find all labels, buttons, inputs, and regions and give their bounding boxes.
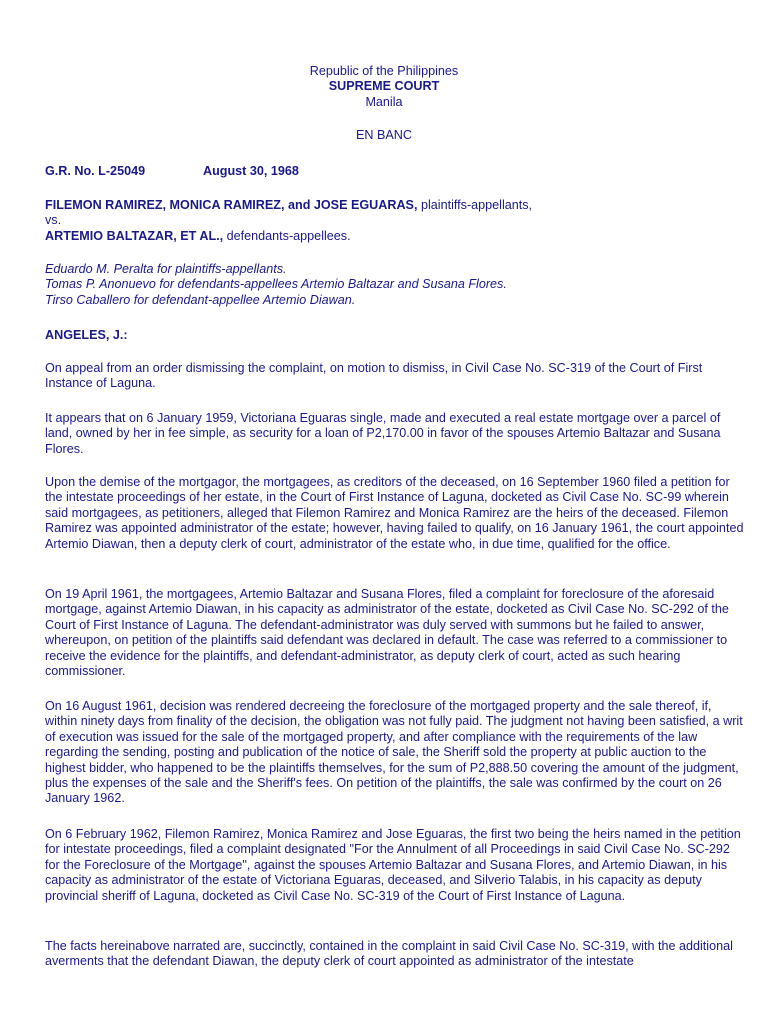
plaintiffs-names: FILEMON RAMIREZ, MONICA RAMIREZ, and JOSE EGUARAS, (45, 198, 418, 212)
republic-line: Republic of the Philippines (309, 64, 459, 78)
counsel-block (45, 262, 745, 308)
court-name: SUPREME COURT (328, 79, 440, 94)
court-header (0, 64, 768, 110)
defendants-role: defendants-appellees. (223, 228, 351, 243)
court-city: Manila (365, 94, 403, 109)
paragraph: It appears that on 6 January 1959, Victoriana Eguaras single, made and executed a real estate mortgage over a parcel of land, owned by her in fee simple, as security for a loan of P2,170.00 in favor of the spouses Artemio Baltazar and Susana Flores. (45, 411, 721, 456)
versus-label: vs. (45, 213, 62, 228)
defendants-line (45, 229, 745, 244)
gr-number: G.R. No. L-25049 (45, 164, 146, 178)
paragraph: On 19 April 1961, the mortgagees, Artemio Baltazar and Susana Flores, filed a complaint for foreclosure of the aforesaid mortgage, against Artemio Diawan, in his capacity as administrator of the estate, docketed as Civil Case No. SC-292 of the Court of First Instance of Laguna. The defendant-administrator was duly served with summons but he failed to answer, whereupon, on petition of the plaintiffs said defendant was declared in default. The case was referred to a commissioner to receive the evidence for the plaintiffs, and defendant-administrator, as deputy clerk of court, acted as such hearing commissioner. (45, 587, 729, 679)
paragraph: On 6 February 1962, Filemon Ramirez, Monica Ramirez and Jose Eguaras, the first two being the heirs named in the petition for intestate proceedings, filed a complaint designated "For the Annulment of all Proceedings in said Civil Case No. SC-292 for the Foreclosure of the Mortgage", against the spouses Artemio Baltazar and Susana Flores, and Artemio Diawan, in his capacity as administrator of the estate of Victoriana Eguaras, deceased, and Silverio Talabis, in his capacity as deputy provincial sheriff of Laguna, docketed as Civil Case No. SC-319 of the Court of First Instance of Laguna. (45, 827, 741, 903)
decision-date: August 30, 1968 (203, 164, 299, 178)
ponente: ANGELES, J.: (45, 328, 128, 342)
paragraph: On appeal from an order dismissing the complaint, on motion to dismiss, in Civil Case No. SC-319 of the Court of First Instance of Laguna. (45, 361, 703, 391)
paragraph: Upon the demise of the mortgagor, the mortgagees, as creditors of the deceased, on 16 September 1960 filed a petition for the intestate proceedings of her estate, in the Court of First Instance of Laguna, docketed as Civil Case No. SC-99 wherein said mortgagees, as petitioners, alleged that Filemon Ramirez and Monica Ramirez are the heirs of the deceased. Filemon Ramirez was appointed administrator of the estate; however, having failed to qualify, on 16 January 1961, the court appointed Artemio Diawan, then a deputy clerk of court, administrator of the estate who, in due time, qualified for the office. (45, 475, 744, 551)
plaintiffs-line (45, 198, 745, 213)
plaintiffs-role: plaintiffs-appellants, (417, 198, 533, 212)
case-number-line (45, 164, 745, 179)
counsel-line: Eduardo M. Peralta for plaintiffs-appellants. (45, 262, 287, 276)
paragraph: On 16 August 1961, decision was rendered decreeing the foreclosure of the mortgaged property and the sale thereof, if, within ninety days from finality of the decision, the obligation was not fully paid. The judgment not having been satisfied, a writ of execution was issued for the sale of the mortgaged property, and after compliance with the requirements of the law regarding the sending, posting and publication of the notice of sale, the Sheriff sold the property at public auction to the highest bidder, who happened to be the plaintiffs themselves, for the sum of P2,888.50 covering the amount of the judgment, plus the expenses of the sale and the Sheriff's fees. On petition of the plaintiffs, the sale was confirmed by the court on 26 January 1962. (45, 699, 743, 806)
counsel-line: Tomas P. Anonuevo for defendants-appellees Artemio Baltazar and Susana Flores. (45, 277, 507, 292)
division-label: EN BANC (356, 128, 412, 142)
defendants-names: ARTEMIO BALTAZAR, ET AL., (45, 228, 224, 243)
case-parties (45, 198, 745, 244)
counsel-line: Tirso Caballero for defendant-appellee Artemio Diawan. (45, 292, 356, 307)
paragraph: The facts hereinabove narrated are, succinctly, contained in the complaint in said Civil Case No. SC-319, with the additional averments that the defendant Diawan, the deputy clerk of court appointed as administrator of the intestate (45, 939, 733, 969)
